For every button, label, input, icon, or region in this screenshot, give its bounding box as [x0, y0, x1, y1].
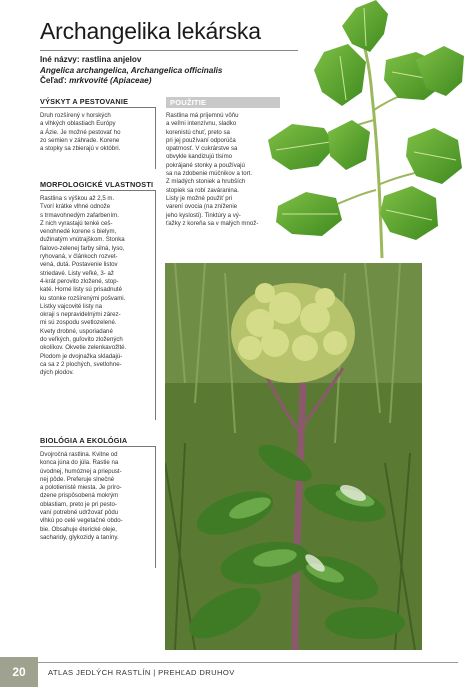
- ecology-rule: [40, 446, 156, 447]
- ecology-line: vlhkú po celé vegetačné obdo-: [40, 517, 123, 525]
- morphology-line: striedavé. Listy veľké, 3- až: [40, 269, 114, 277]
- other-names: [40, 55, 300, 66]
- morphology-line: ca sa z 2 plochých, svetlohne-: [40, 360, 122, 368]
- ecology-text: [40, 451, 123, 542]
- family: [40, 76, 300, 87]
- morphology-line: okolíkov. Okvetie zelenkavožlté.: [40, 344, 127, 352]
- ecology-side-rule: [155, 446, 156, 568]
- occurrence-line: a stopky sa zbierajú v októbri.: [40, 145, 121, 153]
- footer-running-title: ATLAS JEDLÝCH RASTLÍN | PREHĽAD DRUHOV: [48, 668, 235, 677]
- family-label: Čeľaď:: [40, 76, 67, 85]
- ecology-heading: BIOLÓGIA A EKOLÓGIA: [40, 436, 128, 445]
- morphology-line: Rastlina s výškou až 2,5 m.: [40, 195, 115, 202]
- morphology-line: katé. Horné listy sú prisadnuté: [40, 286, 122, 294]
- ecology-line: oblastiam, preto je pri pesto-: [40, 500, 117, 508]
- ecology-line: vaní potrebné udržovať pôdu: [40, 509, 119, 517]
- occurrence-heading: VÝSKYT A PESTOVANIE: [40, 97, 129, 106]
- ecology-line: nej pôde. Preferuje slnečné: [40, 475, 115, 483]
- usage-line: pri jej používaní odporúča: [166, 136, 236, 144]
- morphology-line: Kvety drobné, usporiadané: [40, 327, 113, 335]
- occurrence-text: [40, 112, 121, 153]
- morphology-line: fialovo-zelenej farby silná, lyso,: [40, 244, 125, 252]
- usage-text: [166, 112, 258, 228]
- morphology-line: Z nich vyrastajú tenké ceš-: [40, 219, 113, 227]
- morphology-line: do veľkých, guľovito zložených: [40, 336, 123, 344]
- occurrence-line: a vlhkých oblastiach Európy: [40, 120, 116, 128]
- usage-heading: POUŽITIE: [166, 97, 280, 108]
- occurrence-side-rule: [155, 107, 156, 169]
- occurrence-line: zo semien v záhrade. Korene: [40, 136, 120, 144]
- plant-meta: [40, 55, 300, 87]
- ecology-line: bie. Obsahuje éterické oleje,: [40, 525, 117, 533]
- morphology-line: dužinatým vnútrajškom. Stonka: [40, 236, 125, 244]
- morphology-line: Lístky vajcovité listy na: [40, 302, 102, 310]
- usage-line: pokrájané stonky a používajú: [166, 161, 245, 169]
- morphology-line: dých plodov.: [40, 369, 74, 377]
- morphology-line: vená, dutá. Postavenie listov: [40, 261, 118, 269]
- ecology-line: Dvojročná rastlina. Kvitne od: [40, 451, 118, 458]
- morphology-line: Plodom je dvojnažka skladajú-: [40, 352, 123, 360]
- leaf-illustration: [266, 0, 466, 258]
- morphology-line: 4-krát perovito zložené, stop-: [40, 277, 119, 285]
- other-names-label: Iné názvy:: [40, 55, 80, 64]
- ecology-line: dzene prispôsobená mokrým: [40, 492, 119, 500]
- usage-line: stopiek sa robí zaváranina.: [166, 186, 239, 194]
- family-value: mrkvovité (Apiaceae): [66, 76, 152, 85]
- usage-line: Rastlina má príjemnú vôňu: [166, 112, 239, 119]
- other-names-value: rastlina anjelov: [79, 55, 142, 64]
- morphology-line: venohnedé korene s bielym,: [40, 228, 117, 236]
- ecology-line: konca júna do júla. Rastie na: [40, 459, 119, 467]
- title-rule: [40, 50, 298, 51]
- usage-line: a veľmi intenzívnu, sladko: [166, 120, 237, 128]
- usage-line: Listy je možné použiť pri: [166, 194, 232, 202]
- usage-line: opatrnosť. V cukrárstve sa: [166, 145, 238, 153]
- plant-photo: [165, 263, 422, 650]
- morphology-line: okraji s nepravidelnými zárez-: [40, 311, 121, 319]
- morphology-line: mi sú zospodu svetlozelené.: [40, 319, 117, 327]
- ecology-line: a polotienisté miesta. Je príro-: [40, 484, 122, 492]
- morphology-rule: [40, 190, 156, 191]
- usage-line: jeho kyslosti). Tinktúry a vý-: [166, 211, 241, 219]
- morphology-text: [40, 195, 126, 378]
- morphology-line: ku stonke rozšírenými pošvami.: [40, 294, 126, 302]
- morphology-line: ryhovaná, v článkoch rozvet-: [40, 253, 118, 261]
- morphology-line: Tvorí krátke vlhné odnože: [40, 203, 111, 211]
- ecology-line: sacharidy, glykozidy a taníny.: [40, 533, 119, 541]
- latin-names: Angelica archangelica, Archangelica officinalis: [40, 65, 223, 75]
- usage-line: ťažky z koreňa sa v malých množ-: [166, 219, 259, 227]
- occurrence-line: Druh rozšírený v horských: [40, 112, 111, 119]
- occurrence-rule: [40, 107, 156, 108]
- usage-line: obvykle kandizujú tlsímo: [166, 153, 233, 161]
- usage-line: korenistú chuť, preto sa: [166, 128, 230, 136]
- morphology-line: s trmavohnedým zafarbením.: [40, 211, 119, 219]
- ecology-line: úvodnej, humóznej a priepust-: [40, 467, 122, 475]
- usage-line: sa na zdobenie múčnikov a tort.: [166, 170, 253, 178]
- usage-line: Z mladých stoniek a hrubších: [166, 178, 246, 186]
- footer-rule: [38, 662, 458, 663]
- usage-line: varení ovocia (na zníženie: [166, 203, 238, 211]
- page-title: Archangelika lekárska: [40, 18, 261, 44]
- occurrence-line: a Ázie. Je možné pestovať ho: [40, 128, 121, 136]
- morphology-side-rule: [155, 190, 156, 420]
- morphology-heading: MORFOLOGICKÉ VLASTNOSTI: [40, 180, 154, 189]
- page-number: 20: [0, 657, 38, 687]
